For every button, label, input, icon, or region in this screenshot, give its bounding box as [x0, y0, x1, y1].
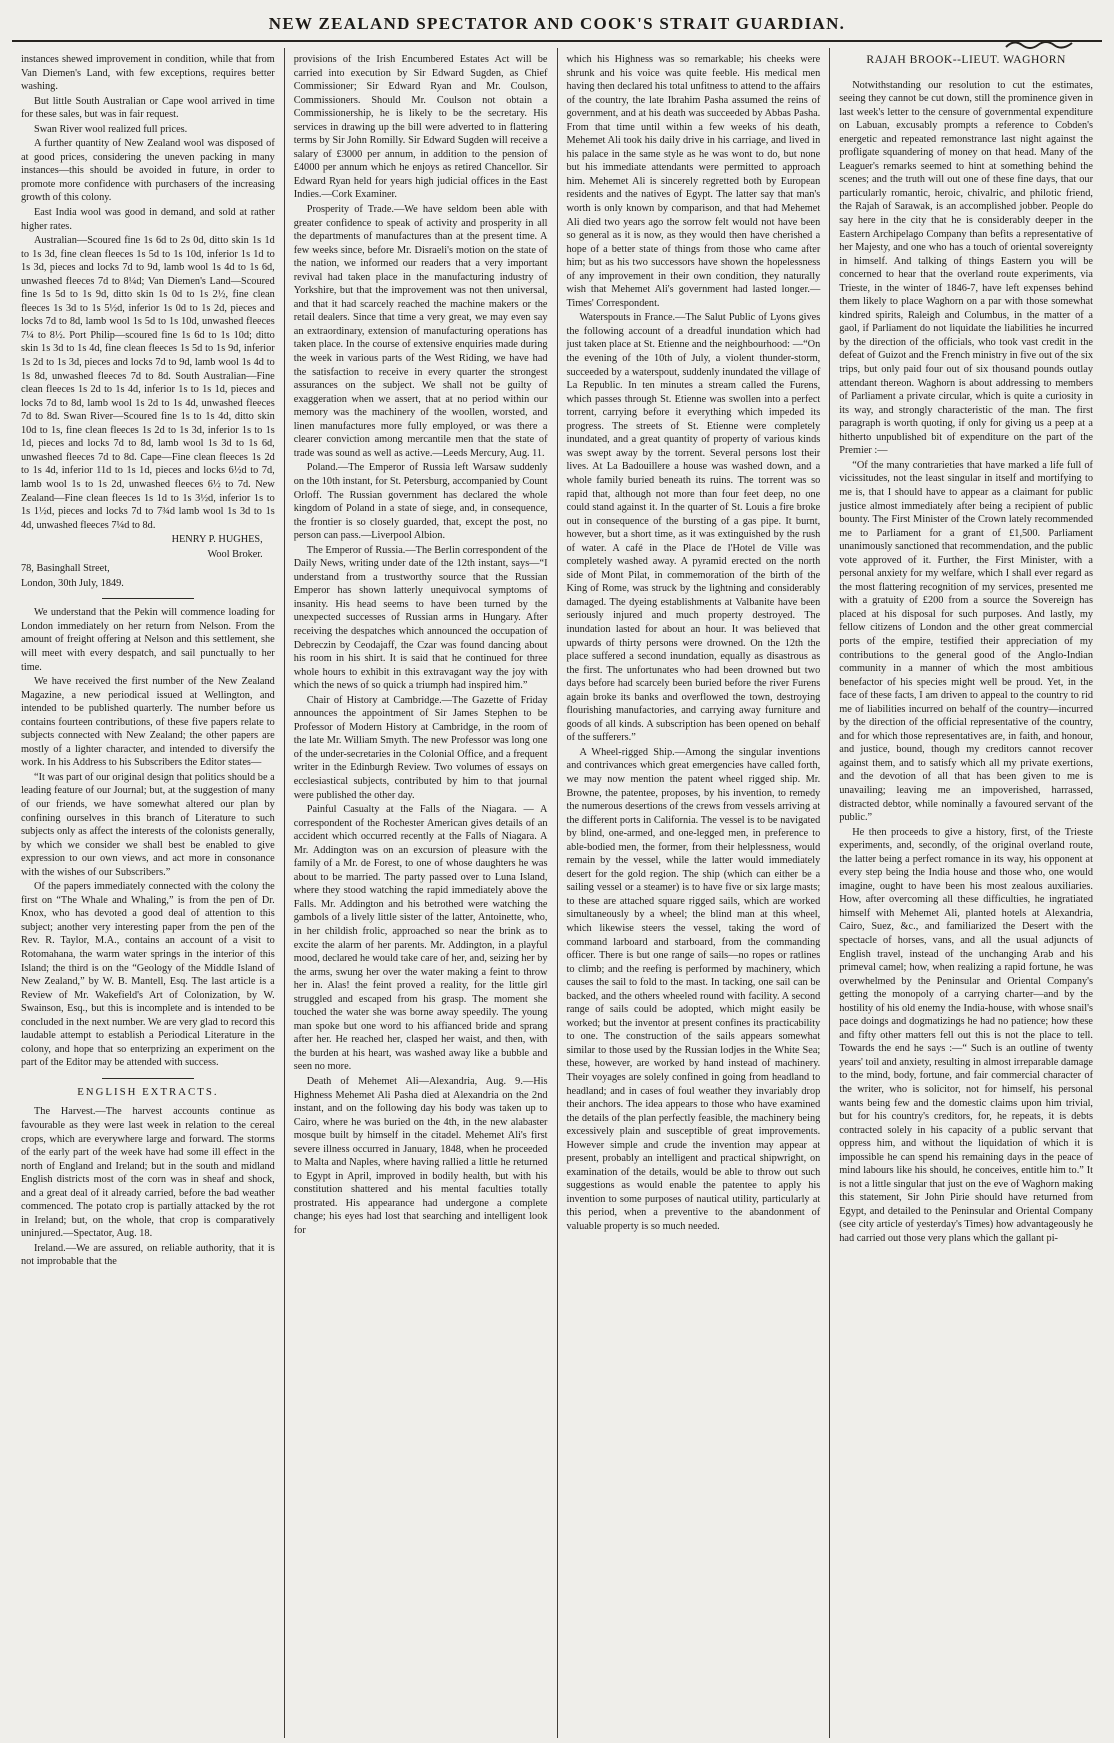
death-of-mehemet-ali-paragraph: Death of Mehemet Ali—Alexandria, Aug. 9.—His Highness Mehemet Ali Pasha died at Alexandria on the 2nd instant, and on the following day his body was taken up to Cairo, where he was buried on the 4th, in the new alabaster mosque built by himself in the citadel. Mehemet Ali's first severe illness occurred in January, 1848, when he proceeded to Malta and Naples, where having rallied a little he returned to Egypt in April, improved in bodily health, but with his constitution shattered and his mental faculties totally prostrated. His appearance had undergone a complete change; his eyes had lost that searching and intelligent look for: [293, 1076, 548, 1237]
magazine-notice-paragraph: We have received the first number of the New Zealand Magazine, a new periodical issued at Wellington, and intended to be published quarterly. The number before us contains fourteen contributions, of these five papers relate to subjects connected with New Zealand; the other papers are mostly of a lighter character, and intended to diversify the work. In his Address to his Subscribers the Editor states—: [21, 676, 275, 769]
wheel-rigged-ship-paragraph: A Wheel-rigged Ship.—Among the singular inventions and contrivances which great emergencies have called forth, we may now mention the patent wheel rigged ship. Mr. Browne, the patentee, proposes, by his invention, to remedy the numerous desertions of the crews from vessels arriving at the different ports in California. The vessel is to be navigated by blind, one-armed, and one-legged men, in preference to able-bodied men, the former, from their helplessness, would remain by the vessel, while the latter would immediately desert for the gold region. The ship (which can either be a sailing vessel or a steamer) is to have five or six large masts; to these are attached square rigged sails, which are worked simultaneously by a wheel; the blind man at this wheel, which likewise steers the vessel, taking the word of command larboard and starboard, from the commanding officer. There is but one range of sails—no ropes or ratlines to climb; and the reefing is performed by machinery, which causes the sail to fold to the mast. In tacking, one sail can be backed, and the others wheeled round with facility. A second range of sails could be adopted, which might easily be worked; but the inventor at present confines its practicability to one. The construction of the sails appears somewhat similar to those used by the Russian lodjes in the White Sea; these, however, are worked by hand instead of machinery. Their voyages are solely confined in going from headland to headland; and in cases of foul weather they invariably drop their anchors. The idea appears to those who have examined the details of the plan perfectly feasible, the machinery being excessively plain and susceptible of great improvements. However simple and crude the invention may appear at present, probably an intelligent and practical shipwright, on examination of the details, would be able to throw out such suggestions as would enable the patentee to apply his invention to some purposes of nautical utility, particularly at this period, when a preventive to the abandonment of valuable property is so much needed.: [566, 746, 821, 1233]
column-container: [12, 48, 1102, 1738]
waterspouts-in-france-paragraph: Waterspouts in France.—The Salut Public of Lyons gives the following account of a dreadful inundation which had just taken place at St. Etienne and the neighbourhood: —“On the evening of the 10th of July, a violent thunder-storm, succeeded by a waterspout, suddenly inundated the village of La Republic. In ten minutes a stream called the Furens, which passes through St. Etienne was swollen into a perfect torrent, carrying before it everything which impeded its progress. The streets of St. Etienne were completely inundated, and a great quantity of property of various kinds was swept away by the torrent. Several persons lost their lives. At La Badouillere a house was washed down, and a whole family buried beneath its ruins. The torrent was so rapid that, although not more than four feet deep, no one could stand against it. In the quarter of St. Louis a fire broke out in consequence of the bursting of a gas pipe. It burnt, however, but a short time, as it was extinguished by the rush of water. A café in the Place de l'Hotel de Ville was completely washed away. A pyramid erected on the north side of Mont Pilat, in commemoration of the birth of the King of Rome, was struck by the lightning and considerably damaged. The dyeing establishments at Valbanite have been seriously injured and much property destroyed. The inundation lasted for about an hour. It was believed that upwards of thirty persons were drowned. On the 12th the place suffered a second inundation, equally as disastrous as the first. The unfortunates who had been drowned but two days before had scarcely been buried before the river Furens again broke its banks and overflowed the town, destroying flourishing manufactories, and carrying away furniture and goods of all kinds. A subscription has been opened on behalf of the sufferers.”: [566, 312, 821, 744]
masthead-rule: [12, 40, 1102, 48]
wool-report-paragraph: East India wool was good in demand, and sold at rather higher rates.: [21, 207, 275, 232]
column-4: [829, 48, 1102, 1738]
ireland-paragraph: Ireland.—We are assured, on reliable authority, that it is not improbable that the: [21, 1242, 275, 1268]
wool-report-continuation: instances shewed improvement in condition, while that from Van Diemen's Land, with few exceptions, requires better washing.: [21, 54, 275, 93]
article-heading-rajah-brook: RAJAH BROOK--LIEUT. WAGHORN: [866, 53, 1066, 66]
harvest-paragraph: The Harvest.—The harvest accounts continue as favourable as they were last week in relation to the cereal crops, which are everywhere large and forward. The storms of the early part of the week have had some ill effect in the north of England and Ireland; but in the south and midland English districts most of the corn was in sheaf and shock, and a great deal of it already carried, before the bad weather commenced. The potato crop is partially attacked by the rot in Ireland; but, on the whole, that crop is comparatively uninjured.—Spectator, Aug. 18.: [21, 1106, 275, 1240]
section-divider-rule: [102, 598, 194, 599]
wool-report-paragraph: But little South Australian or Cape wool arrived in time for these sales, but was in fair request.: [21, 95, 275, 121]
signature-address-line: 78, Basinghall Street,: [21, 563, 110, 575]
section-divider-rule: [102, 1078, 194, 1079]
waghorn-paragraph: Notwithstanding our resolution to cut the estimates, seeing they cannot be cut down, still the prominence given in last week's letter to the censure of governmental expenditure on Labuan, excusably prompts a reference to Cobden's energetic and repeated remonstrance last night against the profligate squandering of money on that head. Many of the Leaguer's remarks seemed to hint at something behind the scenes; and the truth will out one of these fine days, that our particularly romantic, heroic, chivalric, and philotic friend, the Rajah of Sarawak, is an accomplished jobber. People do say here in the city that he is considerably deeper in the Eastern Archipelago Company than befits a representative of her Majesty, and one who has a touch of oriental sovereignty in himself. And talking of things Eastern you will be concerned to hear that the overland route experiments, via Trieste, in the winter of 1846-7, have left expenses behind them likely to place Waghorn on a par with those somewhat kindred spirits, Raleigh and Columbus, in the matter of a gaol, if Parliament do not liquidate the liabilities he incurred by the direction of the officials, who took vast credit in the defeat of Guizot and the French ministry in five out of the six trips, but only paid four out of six thousand pounds outlay attendant thereon. Waghorn is about addressing to members of Parliament a private circular, which is quite a curiosity in its way, and strongly characteristic of the man. The first paragraph is worth quoting, if only for giving us a peep at a hitherto unpublished bit of expenditure on the part of the Premier :—: [839, 79, 1093, 457]
editor-quote-paragraph: “It was part of our original design that politics should be a leading feature of our Journal; but, at the suggestion of many of our friends, we have somewhat altered our plan by confining ourselves in this branch of Literature to such subjects only as affect the interests of the colonists generally, by which we consider we shall best be enabled to give expression to our own views, and act more in consonance with the wishes of our Subscribers.”: [21, 771, 275, 878]
niagara-casualty-paragraph: Painful Casualty at the Falls of the Niagara. — A correspondent of the Rochester American gives details of an accident which occurred recently at the Falls of Niagara. A Mr. Addington was on an excursion of pleasure with the family of a Mr. de Forest, to one of whose daughters he was about to be married. The party passed over to Luna Island, where they stood watching the rapid immediately above the Falls. Mr. Addington and his betrothed were watching the gambols of a lively little sister of the latter, Antoinette, who, in her childish frolic, approached so near the brink as to excite the alarm of her parents. Mr. Addington, in a playful mood, declared he would take care of her, and, seizing her by the arms, swung her over the water making a feint to throw her in. Alas! the feint proved a reality, for the little girl struggled and escaped from his grasp. The moment she touched the water she was borne away speedily. The young man spoke but one word to his affianced bride and sprang after her. He reached her, clasped her waist, and then, with the burden at his heart, was washed away like a bubble and seen no more.: [293, 804, 548, 1073]
chair-of-history-paragraph: Chair of History at Cambridge.—The Gazette of Friday announces the appointment of Sir James Stephen to be Professor of Modern History at Cambridge, in the room of the late Mr. William Smyth. The new Professor was long one of the under-secretaries in the Colonial Office, and a frequent writer in the Edinburgh Review. Two volumes of essays on ecclesiastical subjects, contributed by him to that journal were published the other day.: [293, 694, 548, 801]
masthead-title: NEW ZEALAND SPECTATOR AND COOK'S STRAIT GUARDIAN.: [268, 14, 846, 33]
masthead-flourish-icon: [1004, 38, 1074, 56]
column-3: [557, 48, 830, 1738]
wool-report-paragraph: Swan River wool realized full prices.: [34, 123, 188, 135]
magazine-review-paragraph: Of the papers immediately connected with the colony the first on “The Whale and Whaling,” is from the pen of Dr. Knox, who has devoted a good deal of attention to this subject; another very interesting paper from the pen of the Rev. R. Taylor, M.A., contains an account of a visit to Rotomahana, the warm water springs in the interior of this Island; the third is on the “Geology of the Middle Island of New Zealand,” by W. B. Mantell, Esq. The last article is a Review of Mr. Wakefield's Art of Colonization, by W. Swainson, Esq., but this is incomplete and is intended to be concluded in the next number. We are very glad to record this laudable attempt to establish a Periodical Literature in the colony, and hope that so enterprizing an experiment on the part of the Editor may be attended with success.: [21, 881, 275, 1069]
prosperity-of-trade-paragraph: Prosperity of Trade.—We have seldom been able with greater confidence to speak of activity and prosperity in all the departments of manufactures than at the present time. A few weeks since, before Mr. Disraeli's motion on the state of the nation, we informed our readers that a very important revival had taken place in the manufacturing industry of Yorkshire, but that the improvement was not then universal, and that it had scarcely reached the machine makers or the retail dealers. Since that time a very great, we may even say an extraordinary, extension of manufacturing operations has taken place. In the course of extensive enquiries made during the week in various parts of the West Riding, we have had the satisfaction to receive in every quarter the strongest assurances on the subject. We shall not be guilty of exaggeration when we assert, that at no period within our memory was the machinery of the woollen, worsted, and linen manufactures more fully employed, or was there a clearer conviction among mercantile men that the state of trade was sound as well as active.—Leeds Mercury, Aug. 11.: [293, 204, 548, 459]
mehemet-ali-continuation: which his Highness was so remarkable; his cheeks were shrunk and his voice was quite feeble. His medical men having then declared his total unfitness to attend to the affairs of the country, the late Ibrahim Pasha assumed the reins of government, and at his death was succeeded by Abbas Pasha. From that time until within a few weeks of his death, Mehemet Ali took his daily drive in his carriage, and lived in his palace in the same style as he was wont to do, but none but his immediate attendants were permitted to approach him. Mehemet Ali is sincerely regretted both by European residents and the natives of Egypt. The latter say that man's worth is only known by comparison, and that had Mehemet Ali died two years ago the sorrow felt would not have been so general as it is now, as they would then have cherished a hope of a better state of things from those who came after him; but as his two successors have shown the hopelessness of any improvement in their own condition, they naturally wish that Mehemet Ali's government had lasted longer.—Times' Correspondent.: [566, 54, 821, 309]
signature-name: HENRY P. HUGHES,: [171, 534, 263, 546]
emperor-of-russia-paragraph: The Emperor of Russia.—The Berlin correspondent of the Daily News, writing under date of the 12th instant, says—“I understand from a trustworthy source that the Russian Emperor has shown latterly unequivocal symptoms of insanity. His head seems to have been turned by the unexpected successes of Russian arms in Hungary. After receiving the despatches which announced the occupation of Debreczin by Ceodajaff, the Czar was found dancing about his room in his shirt. It is said that he continued for three whole hours to exhibit in this extravagant way the joy with which the news of so quick a triumph had inspired him.”: [293, 544, 548, 692]
poland-paragraph: Poland.—The Emperor of Russia left Warsaw suddenly on the 10th instant, for St. Petersburg, accompanied by Count Orloff. The Russian government has declared the whole kingdom of Poland in a state of siege, and, in consequence, the frontier is so closely guarded, that, except the post, no person can pass.—Liverpool Albion.: [293, 462, 548, 542]
signature-title: Wool Broker.: [207, 548, 263, 560]
pekin-notice-paragraph: We understand that the Pekin will commence loading for London immediately on her return from Nelson. From the amount of freight offering at Nelson and this settlement, she will meet with every despatch, and sail punctually to her time.: [21, 607, 275, 673]
wool-prices-paragraph: Australian—Scoured fine 1s 6d to 2s 0d, ditto skin 1s 1d to 1s 3d, fine clean fleeces 1s 5d to 1s 10d, inferior 1s 1d to 1s 3d, pieces and locks 7d to 9d, lamb wool 1s 4d to 1s 6d, unwashed fleeces 7d to 8¼d; Van Diemen's Land—Scoured fine 1s 5d to 1s 9d, ditto skin 1s 0d to 1s 2½, fine clean fleeces 1s 3d to 1s 5½d, inferior 1s 0d to 1s 2d, pieces and locks 7d to 8d, lamb wool 1s 5d to 1s 10d, unwashed fleeces 7¼ to 8½. Port Philip—scoured fine 1s 6d to 1s 10d; ditto skin 1s 3d to 1s 4d, fine clean fleeces 1s 5d to 1s 9d, inferior 1s 2d to 1s 3d, pieces and locks 7d to 9d, lamb wool 1s 4d to 1s 8d, unwashed fleeces 7d to 8d. South Australian—Fine clean fleeces 1s 2d to 1s 4d, inferior 1s to 1s 1d, pieces and locks 7d to 8d, lamb wool 1s 2d to 1s 4d, unwashed fleeces 7d to 8d. Swan River—Scoured fine 1s to 1s 4d, ditto skin 10d to 1s, fine clean fleeces 1s 2d to 1s 3d, inferior 1s to 1s 1d, pieces and locks 7d to 8d, lamb wool 1s 3d to 1s 6d, unwashed fleeces 7d to 8d. Cape—Fine clean fleeces 1s 2d to 1s 4d, inferior 11d to 1s 1d, pieces and locks 6½d to 7d, lamb wool 1s to 1s 2d, unwashed fleeces 6½ to 7d. New Zealand—Fine clean fleeces 1s 1d to 1s 3½d, inferior 1s to 1s 1½d, pieces and locks 7d to 7¾d lamb wool 1s 3d to 1s 4d, unwashed fleeces 7¼d to 8d.: [21, 235, 275, 531]
waghorn-quote-paragraph: “Of the many contrarieties that have marked a life full of vicissitudes, not the least singular in itself and mortifying to me is, that I should have to appear as a claimant for public justice almost immediately after being a recipient of public bounty. The First Minister of the Crown lately recommended me to Parliament for a grant of £1,500. Parliament unanimously sanctioned that recommendation, and the public vote approved of it. Further, the First Minister, with a personal anxiety for my welfare, which I shall ever regard as the most flattering recognition of my services, presented me with a gratuity of £200 from a source the Sovereign has placed at his disposal for such purposes. And lastly, my fellow citizens of London and the other great commercial ports of the empire, testified their appreciation of my contributions to the general good of the Anglo-Indian community in a manner of which the most ambitious benefactor of his species might well be proud. Yet, in the face of these facts, I am driven to appeal to the country to rid me of liabilities incurred on behalf of the country—incurred by the direction of the official representative of the country, and for which those representatives are, in faith, and honour, and justice, bound, though my creditors cannot recover against them, and to satisfy which all my private exertions, and the devotion of all that has been given to me is unavailing; leaving me an impoverished, harrassed, distracted debtor, while nominally a favoured servant of the public.”: [839, 459, 1093, 824]
signature-address-line: London, 30th July, 1849.: [21, 577, 124, 589]
section-heading-english-extracts: ENGLISH EXTRACTS.: [77, 1085, 219, 1098]
column-2: [284, 48, 557, 1738]
column-1: [12, 48, 284, 1738]
ireland-continuation: provisions of the Irish Encumbered Estates Act will be carried into execution by Sir Edward Sugden, as Chief Commissioner; Sir Edward Ryan and Mr. Coulson, Commissioners. Should Mr. Coulson not obtain a Commissionership, he is likely to be the secretary. His services in drawing up the bill were adverted to in flattering terms by Sir John Romilly. Sir Edward Sugden will receive a salary of £3000 per annum, in addition to the pension of £4000 per annum which he enjoys as retired Chancellor. Sir Edward Ryan held for years high judicial offices in the East Indies.—Cork Examiner.: [293, 54, 548, 201]
waghorn-history-paragraph: He then proceeds to give a history, first, of the Trieste experiments, and, secondly, of the original overland route, the latter being a perfect romance in its way, his opponent at every step being the India house and those who, one would imagine, ought to have been his most zealous auxiliaries. How, after overcoming all these difficulties, he ingratiated himself with Mehemet Ali, planted hotels at Alexandria, Cairo, Suez, &c., and familiarized the Desert with the spectacle of horses, vans, and all the usual adjuncts of English travel, instead of the unchanging Arab and his primeval camel; how, when realizing a rapid fortune, he was overwhelmed by the Peninsular and Oriental Company's getting the monopoly of a carrying charter—and by the hostility of his old enemy the India-house, with whose snail's pace doings and dogmatizings he had no patience; how these and fifty other matters fell out this is not the place to tell. Towards the end he says :—“ Such is an outline of twenty years' toil and anxiety, resulting in almost irreparable damage to the mind, body, fortune, and fair commercial character of the writer, who is solicitor, not for himself, his personal wants being few and the domestic claims upon him trivial, but for his country's creditors, for, he repeats, it is debts contracted solely in his capacity of a public servant that oppress him, and without the liquidation of which it is impossible he can spend his remaining days in the peace of mind labours like his should, he conceives, entitle him to.” It is not a little singular that just on the eve of Waghorn making this statement, Sir John Pirie should have returned from Egypt, and detailed to the Peninsular and Oriental Company (see city article of yesterday's Times) how advantageously he had carried out those very plans which the gallant pi-: [839, 826, 1093, 1245]
wool-report-paragraph: A further quantity of New Zealand wool was disposed of at good prices, considering the uneven packing in many instances—this should be avoided in future, in order to promote more confidence with purchasers of the increasing growth of this colony.: [21, 138, 275, 204]
